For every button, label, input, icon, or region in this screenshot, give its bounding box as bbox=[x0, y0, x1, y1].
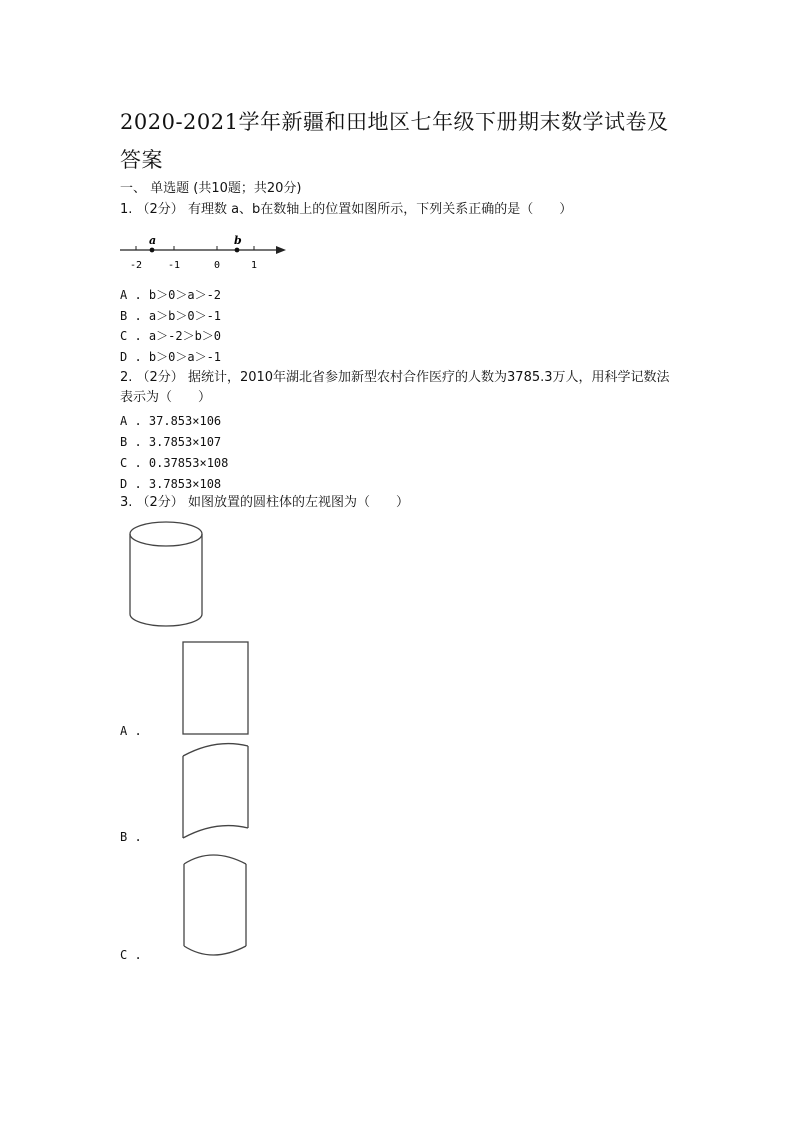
question-2-option-a: A . 37.853×106 bbox=[120, 414, 222, 428]
question-3-stem: 3. （2分） 如图放置的圆柱体的左视图为（ ） bbox=[120, 495, 409, 510]
question-3-option-a-label: A . bbox=[120, 724, 142, 738]
question-1-option-a: A . b＞0＞a＞-2 bbox=[120, 288, 222, 302]
tick-label: 0 bbox=[214, 260, 221, 271]
question-2-option-c: C . 0.37853×108 bbox=[120, 456, 229, 470]
question-2-option-d: D . 3.7853×108 bbox=[120, 477, 222, 491]
section-heading: 一、 单选题 (共10题；共20分) bbox=[120, 181, 302, 196]
question-1-option-c: C . a＞-2＞b＞0 bbox=[120, 329, 222, 343]
point-a bbox=[150, 248, 155, 253]
number-line-figure bbox=[118, 232, 288, 274]
option-a-rectangle-figure bbox=[182, 641, 250, 737]
question-1-option-d: D . b＞0＞a＞-1 bbox=[120, 350, 222, 364]
question-1-stem: 1. （2分） 有理数 a、b在数轴上的位置如图所示，下列关系正确的是（ ） bbox=[120, 202, 573, 217]
option-c-convex-figure bbox=[180, 852, 252, 962]
cylinder-figure bbox=[124, 518, 208, 632]
number-line-arrow-icon bbox=[276, 246, 286, 254]
point-b bbox=[235, 248, 240, 253]
page-title: 2020-2021学年新疆和田地区七年级下册期末数学试卷及答案 bbox=[120, 110, 669, 172]
question-3-option-b-label: B . bbox=[120, 830, 142, 844]
tick-label: -1 bbox=[168, 260, 181, 271]
option-b-concave-figure bbox=[180, 742, 252, 842]
question-2-option-b: B . 3.7853×107 bbox=[120, 435, 222, 449]
point-label-a: a bbox=[149, 234, 157, 247]
point-label-b: b bbox=[234, 234, 242, 247]
tick-label: 1 bbox=[251, 260, 258, 271]
question-1-option-b: B . a＞b＞0＞-1 bbox=[120, 309, 222, 323]
question-3-option-c-label: C . bbox=[120, 948, 142, 962]
question-2-stem: 2. （2分） 据统计，2010年湖北省参加新型农村合作医疗的人数为3785.3万人，用科学记数法表示为（ ） bbox=[120, 370, 670, 405]
tick-label: -2 bbox=[130, 260, 143, 271]
